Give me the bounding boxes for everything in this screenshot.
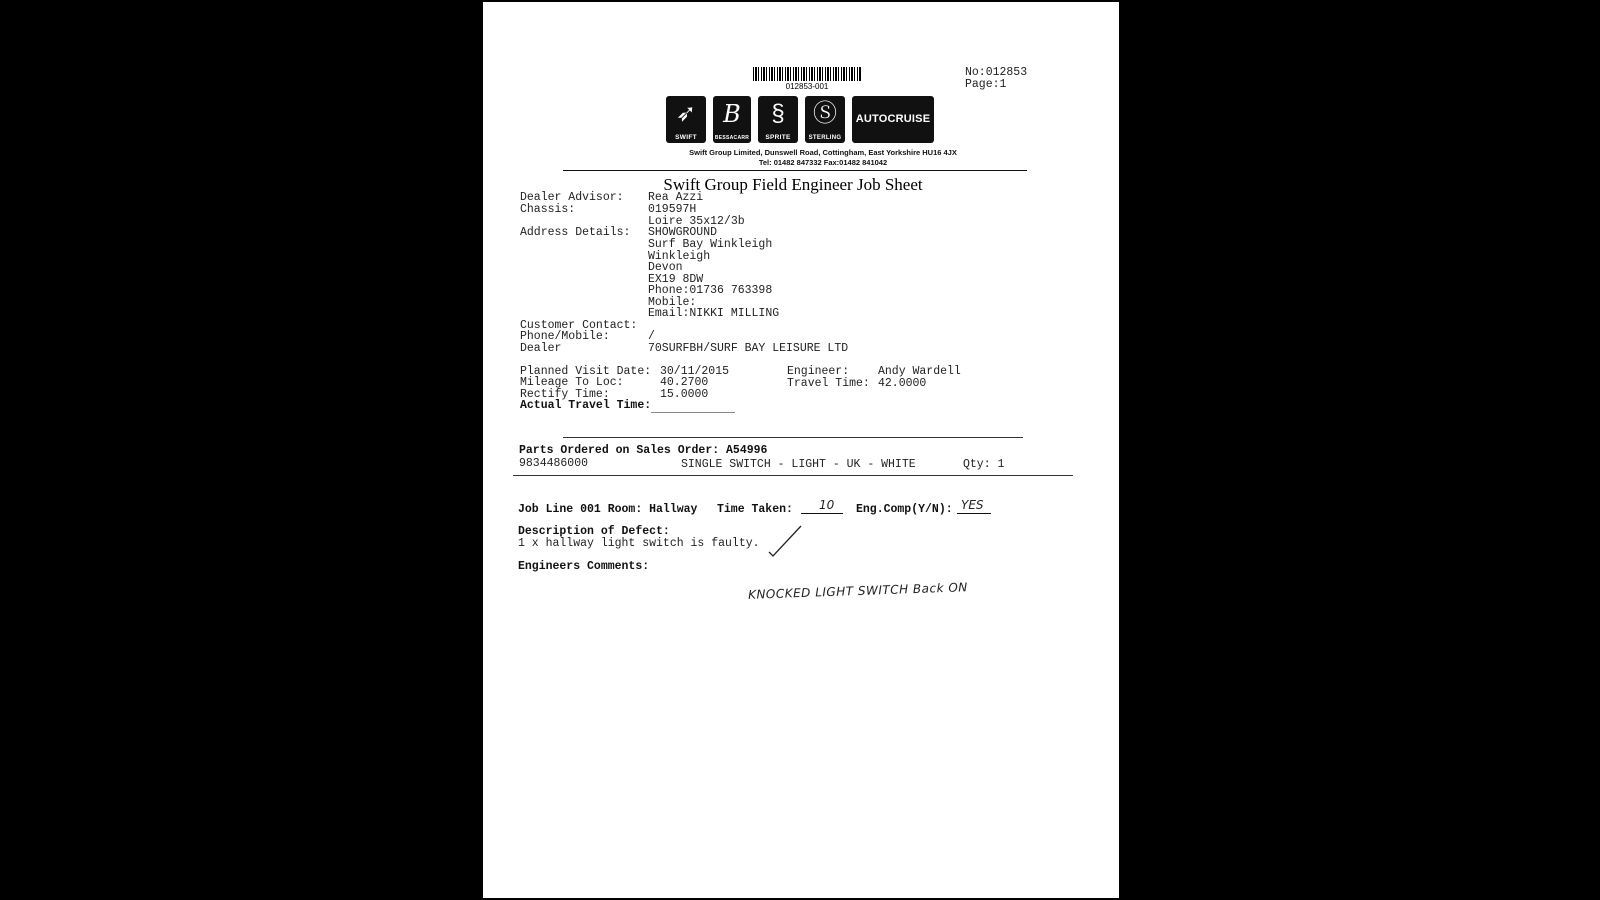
swallow-icon: ➶ xyxy=(675,100,697,127)
barcode-number: 012853-001 xyxy=(785,82,829,91)
address-line: EX19 8DW xyxy=(648,273,704,286)
address-email: Email:NIKKI MILLING xyxy=(648,307,780,320)
dealer-label: Dealer xyxy=(520,342,562,355)
parts-bottom-divider xyxy=(513,475,1073,476)
header-divider xyxy=(563,170,1027,171)
s-emblem-icon: § xyxy=(771,100,785,127)
address-phone: Phone:01736 763398 xyxy=(648,284,773,297)
actual-travel-label: Actual Travel Time: xyxy=(520,399,652,412)
engineer-value: Andy Wardell xyxy=(878,365,961,378)
dealer-advisor-value: Rea Azzi xyxy=(648,191,704,204)
parts-top-divider xyxy=(563,437,1023,438)
page-title: Swift Group Field Engineer Job Sheet xyxy=(663,175,923,194)
bessacarr-logo: B BESSACARR xyxy=(713,96,751,143)
checkmark-icon xyxy=(767,522,807,558)
defect-description: 1 x hallway light switch is faulty. xyxy=(518,537,760,550)
mileage-label: Mileage To Loc: xyxy=(520,376,624,389)
rectify-time-label: Rectify Time: xyxy=(520,388,610,401)
document-number: No:012853 xyxy=(965,66,1028,79)
travel-time-label: Travel Time: xyxy=(787,377,870,390)
eng-comp-blank xyxy=(957,513,991,514)
barcode xyxy=(753,67,861,81)
dealer-advisor-label: Dealer Advisor: xyxy=(520,191,624,204)
time-taken-blank xyxy=(801,513,843,514)
swift-logo: ➶ SWIFT xyxy=(666,96,706,143)
engineer-comments-label: Engineers Comments: xyxy=(518,560,650,573)
address-mobile: Mobile: xyxy=(648,296,697,309)
planned-visit-value: 30/11/2015 xyxy=(660,365,730,378)
part-quantity: Qty: 1 xyxy=(963,458,1005,471)
autocruise-logo: AUTOCRUISE xyxy=(852,96,934,143)
company-address: Swift Group Limited, Dunswell Road, Cottingham, East Yorkshire HU16 4JX xyxy=(689,148,957,157)
eng-comp-label: Eng.Comp(Y/N): xyxy=(856,503,953,516)
address-line: Devon xyxy=(648,261,683,274)
job-sheet-page xyxy=(483,2,1119,898)
part-number: 9834486000 xyxy=(519,457,589,470)
actual-travel-blank xyxy=(651,412,735,413)
address-line: Winkleigh xyxy=(648,250,711,263)
page-number: Page:1 xyxy=(965,78,1007,91)
b-monogram-icon: B xyxy=(723,100,741,128)
address-line: SHOWGROUND xyxy=(648,226,718,239)
part-description: SINGLE SWITCH - LIGHT - UK - WHITE xyxy=(681,458,916,471)
circle-s-icon: Ⓢ xyxy=(813,100,837,127)
defect-label: Description of Defect: xyxy=(518,525,670,538)
dealer-value: 70SURFBH/SURF BAY LEISURE LTD xyxy=(648,342,849,355)
engineer-label: Engineer: xyxy=(787,365,850,378)
phone-mobile-value: / xyxy=(648,330,655,343)
sprite-logo: § SPRITE xyxy=(758,96,798,143)
customer-contact-label: Customer Contact: xyxy=(520,319,638,332)
address-label: Address Details: xyxy=(520,226,631,239)
time-taken-value: 10 xyxy=(819,498,835,512)
model-value: Loire 35x12/3b xyxy=(648,215,745,228)
time-taken-label: Time Taken: xyxy=(717,503,793,516)
rectify-time-value: 15.0000 xyxy=(660,388,709,401)
travel-time-value: 42.0000 xyxy=(878,377,927,390)
mileage-value: 40.2700 xyxy=(660,376,709,389)
chassis-label: Chassis: xyxy=(520,203,576,216)
sterling-logo: Ⓢ STERLING xyxy=(805,96,845,143)
company-phone: Tel: 01482 847332 Fax:01482 841042 xyxy=(758,158,888,167)
job-line: Job Line 001 Room: Hallway xyxy=(518,503,698,516)
planned-visit-label: Planned Visit Date: xyxy=(520,365,652,378)
chassis-value: 019597H xyxy=(648,203,697,216)
address-line: Surf Bay Winkleigh xyxy=(648,238,773,251)
parts-heading: Parts Ordered on Sales Order: A54996 xyxy=(519,444,768,457)
eng-comp-value: YES xyxy=(961,498,984,512)
phone-mobile-label: Phone/Mobile: xyxy=(520,330,610,343)
engineer-comments: KNOCKED LIGHT SWITCH Back ON xyxy=(747,580,968,602)
